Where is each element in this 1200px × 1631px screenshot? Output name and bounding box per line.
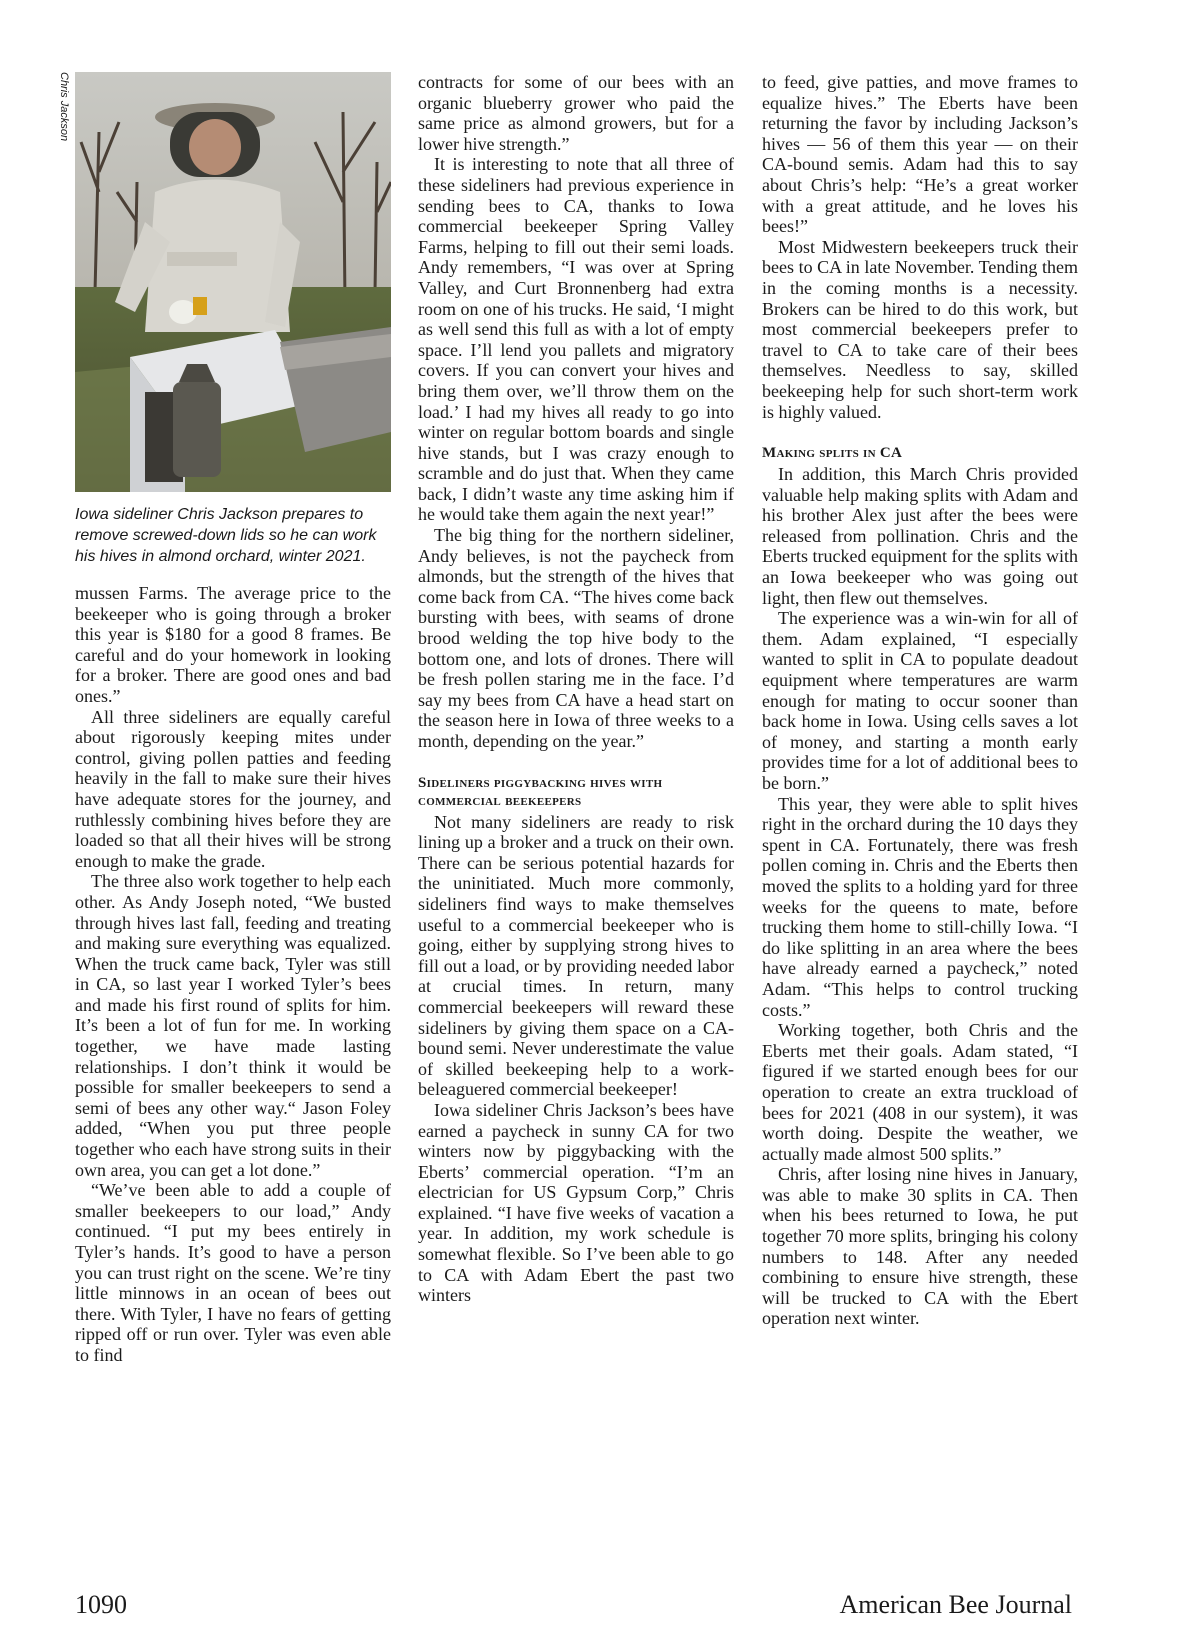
section-heading-splits: Making splits in CA bbox=[762, 445, 903, 462]
col3-paragraph-3: In addition, this March Chris provided valuable help making splits with Adam and his brother Alex just after the bees were released from pollination. Chris and the Eberts trucked equipment for the splits with an Iowa beekeeper who was going out light, then flew out themselves. bbox=[762, 464, 1078, 608]
col2-paragraph-4: Not many sideliners are ready to risk lining up a broker and a truck on their own. There can be serious potential hazards for the uninitiated. Much more commonly, sideliners find ways to make themselves useful to a commercial beekeeper who is going, either by supplying strong hives to fill out a load, or by providing needed labor at crucial times. In return, many commercial beekeepers will reward these sideliners by giving them space on a CA-bound semi. Never underestimate the value of skilled beekeeping help to a work-beleaguered commercial beekeeper! bbox=[418, 811, 734, 1100]
col1-paragraph-1: mussen Farms. The average price to the beekeeper who is going through a broker this year is $180 for a good 8 frames. Be careful and do your homework in looking for a broker. There are good ones and bad ones.” bbox=[75, 583, 391, 706]
col2-paragraph-3: The big thing for the northern sideliner, Andy believes, is not the paycheck from almonds, but the strength of the hives that come back from CA. “The hives come back bursting with bees, with seams of drone brood welding the top hive body to the bottom one, and lots of drones. There will be fresh pollen staring me in the face. I’d say my bees from CA have a head start on the season here in Iowa of three weeks to a month, depending on the year.” bbox=[418, 525, 734, 751]
col2-paragraph-2: It is interesting to note that all three of these sideliners had previous experience in sending bees to CA, thanks to Iowa commercial beekeeper Spring Valley Farms, helping to fill out their semi loads. Andy remembers, “I was over at Spring Valley, and Curt Bronnenberg had extra room on one of his trucks. He said, ‘I might as well send this full as with a lot of empty space. I’ll lend you pallets and migratory covers. If you can convert your hives and bring them over, we’ll throw them on the load.’ I had my hives all ready to go into winter on regular bottom boards and single hive stands, but I was crazy enough to scramble and do just that. When they came back, I didn’t waste any time asking him if he would take them again the next year!” bbox=[418, 154, 734, 525]
column-1 bbox=[75, 72, 391, 1366]
col3-paragraph-5: This year, they were able to split hives right in the orchard during the 10 days they spent in CA. Fortunately, there was fresh pollen coming in. Chris and the Eberts then moved the splits to a holding yard for three weeks for the queens to mate, before trucking them home to still-chilly Iowa. “I do like splitting in an area where the bees have already earned a paycheck,” noted Adam. “This helps to control trucking costs.” bbox=[762, 793, 1078, 1020]
col3-paragraph-4: The experience was a win-win for all of them. Adam explained, “I especially wanted to split in CA to populate deadout equipment where temperatures are warm enough for mating to occur sooner than back home in Iowa. Using cells saves a lot of money, and starting a month early provides time for a lot of additional bees to be born.” bbox=[762, 608, 1078, 793]
section-heading-sideliners: Sideliners piggybacking hives with commercial beekeepers bbox=[418, 774, 663, 809]
col1-paragraph-2: All three sideliners are equally careful about rigorously keeping mites under control, giving pollen patties and feeding heavily in the fall to make sure their hives have adequate stores for the journey, and ruthlessly combining hives before they are loaded so that all their hives will be strong enough to make the grade. bbox=[75, 706, 391, 871]
col3-paragraph-2: Most Midwestern beekeepers truck their bees to CA in late November. Tending them in the coming months is a necessity. Brokers can be hired to do this work, but most commercial beekeepers prefer to travel to CA to take care of their bees themselves. Needless to say, skilled beekeeping help for such short-term work is highly valued. bbox=[762, 236, 1078, 422]
col3-paragraph-6: Working together, both Chris and the Eberts met their goals. Adam stated, “I figured if we started enough bees for our operation to create an extra truckload of bees for 2021 (408 in our system), it was worth doing. Despite the weather, we actually made almost 500 splits.” bbox=[762, 1020, 1078, 1164]
photo-credit: Chris Jackson bbox=[58, 72, 70, 142]
column-3 bbox=[762, 72, 1078, 1329]
col3-paragraph-1: to feed, give patties, and move frames to equalize hives.” The Eberts have been returning the favor by including Jackson’s hives — 56 of them this year — on their CA-bound semis. Adam had this to say about Chris’s help: “He’s a great worker with a great attitude, and he loves his bees!” bbox=[762, 72, 1078, 237]
column-2 bbox=[418, 72, 734, 1306]
page-number: 1090 bbox=[75, 1590, 127, 1619]
col1-paragraph-3: The three also work together to help each other. As Andy Joseph noted, “We busted through hives last fall, feeding and treating and making sure everything was equalized. When the truck came back, Tyler was still in CA, so last year I worked Tyler’s bees and made his first round of splits for him. It’s been a lot of fun for me. In working together, we have made lasting relationships. I don’t think it would be possible for smaller beekeepers to send a semi of bees any other way.“ Jason Foley added, “When you put three people together who each have strong suits in their own area, you can get a lot done.” bbox=[75, 871, 391, 1180]
col3-paragraph-7: Chris, after losing nine hives in January, was able to make 30 splits in CA. Then when his bees returned to Iowa, he put together 70 more splits, bringing his colony numbers to 148. After any needed combining to ensure hive strength, these will be trucked to CA with the Ebert operation next winter. bbox=[762, 1164, 1078, 1329]
orchard-photo-illustration bbox=[75, 72, 391, 492]
journal-name: American Bee Journal bbox=[839, 1590, 1072, 1619]
col2-paragraph-1: contracts for some of our bees with an organic blueberry grower who paid the same price as almond growers, but for a lower hive strength.” bbox=[418, 72, 734, 154]
col1-paragraph-4: “We’ve been able to add a couple of smaller beekeepers to our load,” Andy continued. “I put my bees entirely in Tyler’s hands. It’s good to have a person you can trust right on the scene. We’re tiny little minnows in an ocean of bees out there. With Tyler, I have no fears of getting ripped off or run over. Tyler was even able to find bbox=[75, 1180, 391, 1365]
col2-paragraph-5: Iowa sideliner Chris Jackson’s bees have earned a paycheck in sunny CA for two winters now by piggybacking with the Eberts’ commercial operation. “I’m an electrician for US Gypsum Corp,” Chris explained. “I have five weeks of vacation a year. In addition, my work schedule is somewhat flexible. So I’ve been able to go to CA with Adam Ebert the past two winters bbox=[418, 1099, 734, 1306]
photo-caption: Iowa sideliner Chris Jackson prepares to remove screwed-down lids so he can work his hives in almond orchard, winter 2021. bbox=[75, 506, 377, 565]
beekeeper-photo bbox=[75, 72, 391, 492]
